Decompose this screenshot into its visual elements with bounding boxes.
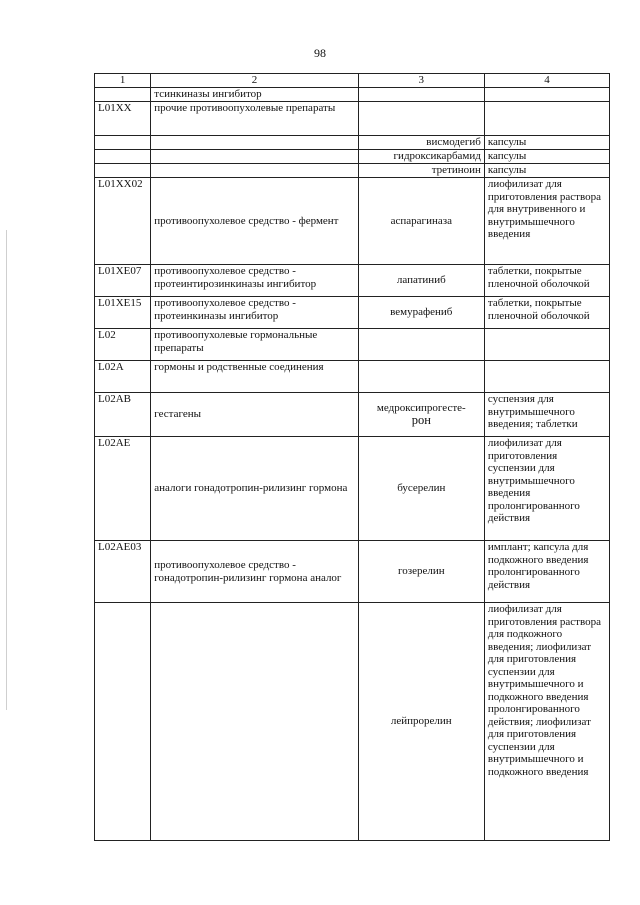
atc-code: L02A (95, 361, 151, 393)
drug-name-line: рон (411, 413, 431, 427)
drug-name: висмодегиб (358, 136, 484, 150)
group-description: гестагены (151, 393, 358, 437)
drug-name: гидроксикарбамид (358, 150, 484, 164)
dosage-form: таблетки, покрытые пленочной оболочкой (484, 297, 609, 329)
drug-name: лапатиниб (358, 265, 484, 297)
drug-name: вемурафениб (358, 297, 484, 329)
atc-code (95, 603, 151, 841)
drug-name (358, 102, 484, 136)
group-description: противоопухолевое средство - фермент (151, 178, 358, 265)
table-row (95, 393, 610, 437)
column-header: 4 (484, 74, 609, 88)
dosage-form: капсулы (484, 164, 609, 178)
table-row (95, 164, 610, 178)
table-row (95, 136, 610, 150)
table-row (95, 178, 610, 265)
table-row (95, 150, 610, 164)
dosage-form: имплант; капсула для подкожного введения пролонгированного действия (484, 541, 609, 603)
drug-name (358, 88, 484, 102)
dosage-form: лиофилизат для приготовления раствора для подкожного введения; лиофилизат для приготовления суспензии для внутримышечного и подкожного введения пролонгированного действия; лиофилизат для приготовления суспензии для внутримышечного и подкожного введения (484, 603, 609, 841)
group-description: противоопухолевое средство - гонадотропин-рилизинг гормона аналог (151, 541, 358, 603)
group-description: аналоги гонадотропин-рилизинг гормона (151, 437, 358, 541)
column-header: 2 (151, 74, 358, 88)
group-description: тсинкиназы ингибитор (151, 88, 358, 102)
page-number: 98 (314, 46, 326, 60)
table-row (95, 603, 610, 841)
table-row (95, 329, 610, 361)
dosage-form: лиофилизат для приготовления суспензии для внутримышечного введения пролонгированного действия (484, 437, 609, 541)
atc-code: L02AE03 (95, 541, 151, 603)
dosage-form: капсулы (484, 150, 609, 164)
atc-code: L01XE15 (95, 297, 151, 329)
drug-name-line: медроксипрогесте- (376, 401, 466, 414)
group-description: противоопухолевое средство - протеинтирозинкиназы ингибитор (151, 265, 358, 297)
drug-name (358, 329, 484, 361)
table-row (95, 297, 610, 329)
dosage-form: суспензия для внутримышечного введения; таблетки (484, 393, 609, 437)
dosage-form (484, 88, 609, 102)
atc-code: L01XX (95, 102, 151, 136)
table-row (95, 437, 610, 541)
table-row (95, 265, 610, 297)
atc-code: L01XX02 (95, 178, 151, 265)
dosage-form: лиофилизат для приготовления раствора для внутривенного и внутримышечного введения (484, 178, 609, 265)
drug-name (358, 361, 484, 393)
table-header-row (95, 74, 610, 88)
atc-code (95, 150, 151, 164)
group-description (151, 136, 358, 150)
dosage-form (484, 102, 609, 136)
scan-margin-line (6, 230, 7, 710)
table-row (95, 541, 610, 603)
group-description (151, 150, 358, 164)
column-header: 3 (358, 74, 484, 88)
dosage-form (484, 361, 609, 393)
atc-code: L02AB (95, 393, 151, 437)
group-description (151, 164, 358, 178)
drug-name: аспарагиназа (358, 178, 484, 265)
atc-code: L02 (95, 329, 151, 361)
table-row (95, 102, 610, 136)
atc-code (95, 136, 151, 150)
drug-table (94, 73, 610, 841)
dosage-form (484, 329, 609, 361)
atc-code (95, 88, 151, 102)
atc-code: L01XE07 (95, 265, 151, 297)
group-description: гормоны и родственные соединения (151, 361, 358, 393)
atc-code (95, 164, 151, 178)
group-description: противоопухолевые гормональные препараты (151, 329, 358, 361)
column-header: 1 (95, 74, 151, 88)
table-row (95, 361, 610, 393)
drug-name (358, 393, 484, 437)
dosage-form: капсулы (484, 136, 609, 150)
atc-code: L02AE (95, 437, 151, 541)
drug-name: третиноин (358, 164, 484, 178)
dosage-form: таблетки, покрытые пленочной оболочкой (484, 265, 609, 297)
drug-name: лейпрорелин (358, 603, 484, 841)
drug-name: гозерелин (358, 541, 484, 603)
drug-name: бусерелин (358, 437, 484, 541)
group-description (151, 603, 358, 841)
group-description: прочие противоопухолевые препараты (151, 102, 358, 136)
table-row (95, 88, 610, 102)
group-description: противоопухолевое средство - протеинкиназы ингибитор (151, 297, 358, 329)
